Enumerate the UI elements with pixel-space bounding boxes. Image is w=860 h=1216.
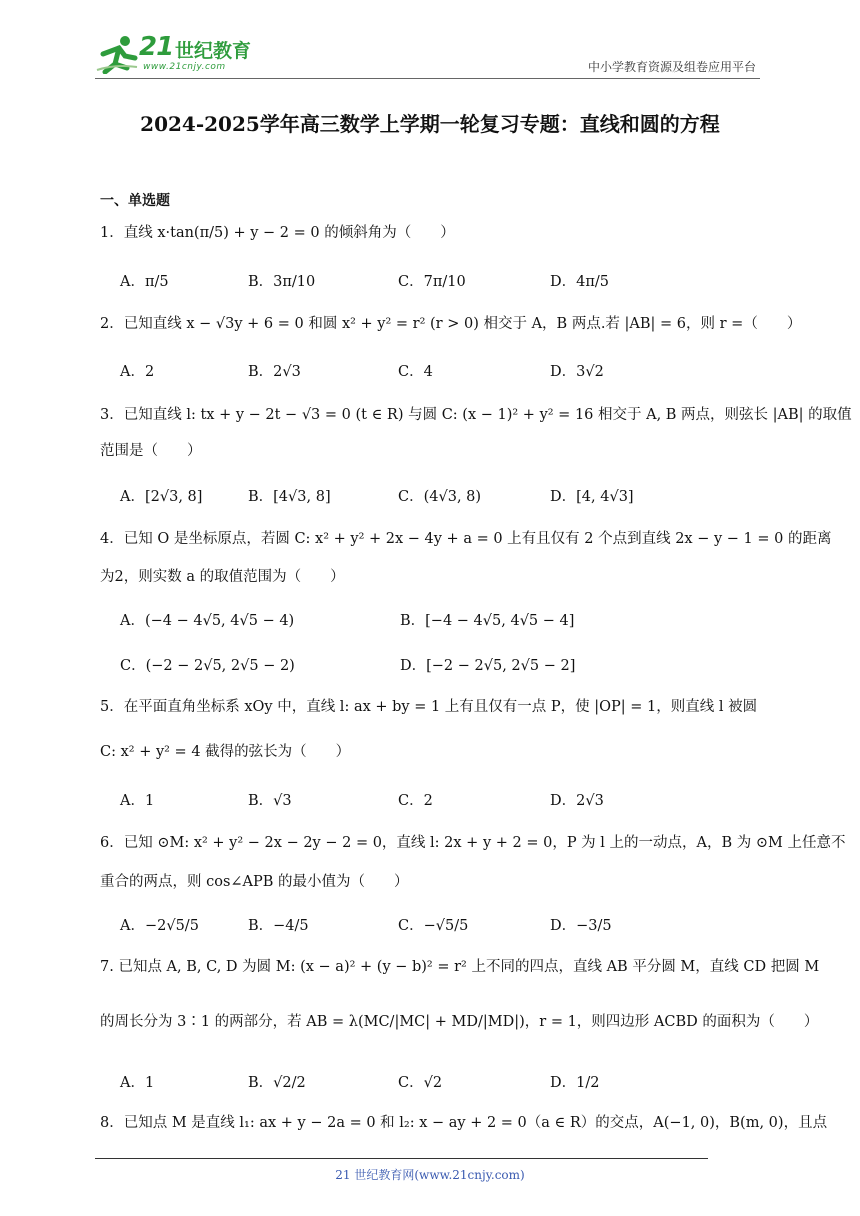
question-7-stem: 7. 已知点 A, B, C, D 为圆 M: (x − a)² + (y − b)² = r² 上不同的四点，直线 AB 平分圆 M，直线 CD 把圆 M: [100, 959, 820, 975]
question-4-stem: 4．已知 O 是坐标原点，若圆 C: x² + y² + 2x − 4y + a = 0 上有且仅有 2 个点到直线 2x − y − 1 = 0 的距离: [100, 531, 832, 547]
platform-tagline: 中小学教育资源及组卷应用平台: [587, 60, 756, 74]
question-4-option-d: D．[−2 − 2√5, 2√5 − 2]: [400, 658, 576, 674]
question-5-option-a: A．1: [120, 793, 155, 809]
runner-logo-icon: [95, 34, 139, 74]
question-6-option-a: A．−2√5/5: [120, 918, 199, 934]
question-4-option-c: C．(−2 − 2√5, 2√5 − 2): [120, 658, 295, 674]
question-1-option-a: A．π/5: [120, 274, 169, 290]
question-6-stem: 6．已知 ⊙M: x² + y² − 2x − 2y − 2 = 0，直线 l: 2x + y + 2 = 0，P 为 l 上的一动点，A，B 为 ⊙M 上任意不: [100, 835, 846, 851]
question-3-stem: 3．已知直线 l: tx + y − 2t − √3 = 0 (t ∈ R) 与圆 C: (x − 1)² + y² = 16 相交于 A, B 两点，则弦长 |AB| 的取值: [100, 407, 852, 423]
question-7-option-d: D．1/2: [550, 1075, 600, 1091]
question-3-option-c: C．(4√3, 8): [398, 489, 482, 505]
question-5-stem-cont: C: x² + y² = 4 截得的弦长为（ ）: [100, 744, 351, 760]
question-2-option-a: A．2: [120, 364, 155, 380]
question-1-stem: 1．直线 x·tan(π/5) + y − 2 = 0 的倾斜角为（ ）: [100, 225, 455, 241]
question-2-stem: 2．已知直线 x − √3y + 6 = 0 和圆 x² + y² = r² (r > 0) 相交于 A，B 两点.若 |AB| = 6，则 r =（ ）: [100, 316, 802, 332]
header-divider: [95, 78, 760, 79]
question-3-option-a: A．[2√3, 8]: [120, 489, 203, 505]
site-logo[interactable]: [95, 34, 265, 74]
question-7-option-b: B．√2/2: [248, 1075, 306, 1091]
logo-text: 世纪教育: [175, 40, 252, 62]
section-heading: 一、单选题: [100, 193, 170, 209]
question-7-option-a: A．1: [120, 1075, 155, 1091]
question-4-stem-cont: 为2，则实数 a 的取值范围为（ ）: [100, 569, 345, 585]
page-header: [95, 30, 760, 80]
question-5-option-b: B．√3: [248, 793, 292, 809]
question-5-stem: 5．在平面直角坐标系 xOy 中，直线 l: ax + by = 1 上有且仅有一点 P，使 |OP| = 1，则直线 l 被圆: [100, 699, 758, 715]
question-3-option-b: B．[4√3, 8]: [248, 489, 331, 505]
question-1-option-d: D．4π/5: [550, 274, 609, 290]
question-5-option-c: C．2: [398, 793, 433, 809]
question-4-option-a: A．(−4 − 4√5, 4√5 − 4): [120, 613, 295, 629]
question-5-option-d: D．2√3: [550, 793, 604, 809]
question-1-option-c: C．7π/10: [398, 274, 466, 290]
question-6-stem-cont: 重合的两点，则 cos∠APB 的最小值为（ ）: [100, 874, 409, 890]
footer-divider: [95, 1158, 708, 1159]
question-6-option-c: C．−√5/5: [398, 918, 469, 934]
question-2-option-d: D．3√2: [550, 364, 604, 380]
question-7-option-c: C．√2: [398, 1075, 443, 1091]
footer-site-link[interactable]: 21 世纪教育网(www.21cnjy.com): [335, 1168, 525, 1182]
question-2-option-b: B．2√3: [248, 364, 301, 380]
question-1-option-b: B．3π/10: [248, 274, 316, 290]
question-8-stem: 8．已知点 M 是直线 l₁: ax + y − 2a = 0 和 l₂: x − ay + 2 = 0（a ∈ R）的交点，A(−1, 0)，B(m, 0)，且点: [100, 1115, 828, 1131]
logo-url: www.21cnjy.com: [143, 62, 226, 72]
question-3-option-d: D．[4, 4√3]: [550, 489, 634, 505]
question-3-stem-cont: 范围是（ ）: [100, 443, 202, 459]
question-2-option-c: C．4: [398, 364, 433, 380]
question-6-option-d: D．−3/5: [550, 918, 612, 934]
document-title: 2024-2025学年高三数学上学期一轮复习专题：直线和圆的方程: [140, 112, 720, 136]
question-6-option-b: B．−4/5: [248, 918, 309, 934]
question-7-stem-cont: 的周长分为 3∶1 的两部分，若 AB = λ(MC/|MC| + MD/|MD|)，r = 1，则四边形 ACBD 的面积为（ ）: [100, 1014, 819, 1030]
logo-number: 21: [139, 32, 174, 62]
question-4-option-b: B．[−4 − 4√5, 4√5 − 4]: [400, 613, 575, 629]
